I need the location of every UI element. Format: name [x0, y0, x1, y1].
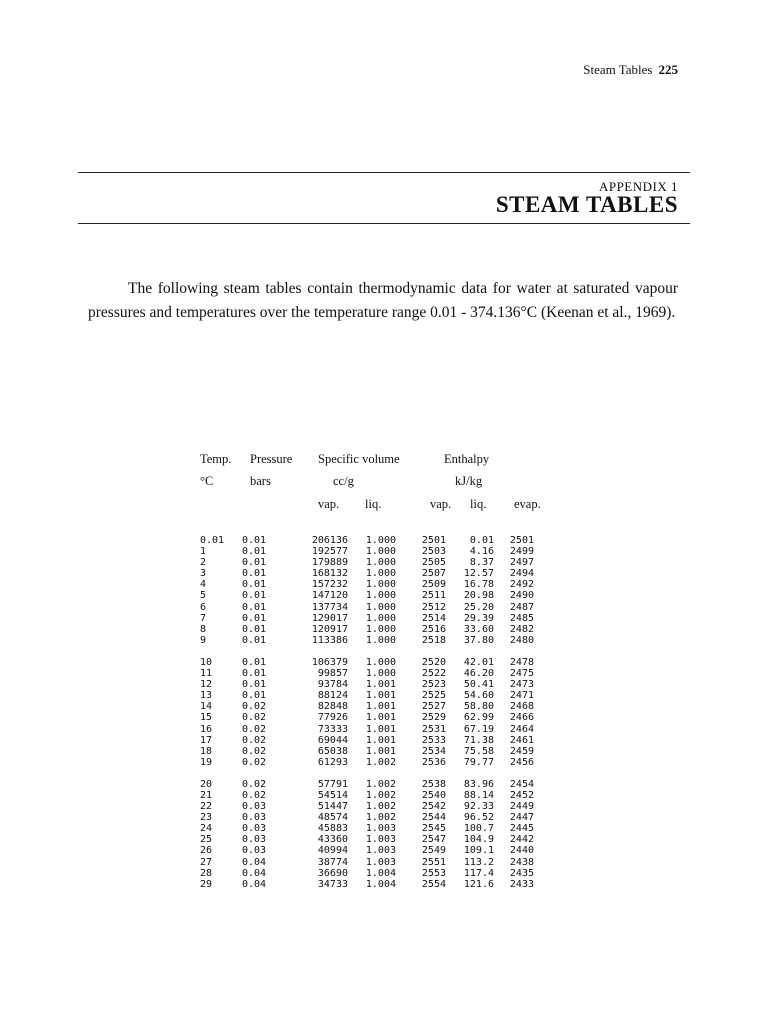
cell-pressure: 0.01 — [242, 601, 267, 613]
cell-h-vap: 2551 — [421, 856, 446, 868]
cell-temp: 26 — [200, 845, 213, 857]
cell-h-liq: 25.20 — [463, 601, 494, 613]
cell-temp: 19 — [200, 756, 213, 768]
cell-pressure: 0.01 — [242, 656, 267, 668]
cell-h-evap: 2487 — [509, 601, 534, 613]
cell-sv-liq: 1.000 — [365, 601, 396, 613]
cell-h-vap: 2507 — [421, 568, 446, 580]
cell-pressure: 0.01 — [242, 690, 267, 702]
cell-temp: 9 — [200, 634, 207, 646]
cell-sv-liq: 1.003 — [365, 856, 396, 868]
header-pressure-unit: bars — [250, 474, 271, 488]
table-row — [200, 602, 534, 613]
cell-temp: 18 — [200, 745, 213, 757]
cell-sv-vap: 54514 — [317, 789, 348, 801]
table-row — [200, 834, 534, 845]
cell-h-evap: 2433 — [509, 878, 534, 890]
bottom-rule — [78, 223, 690, 224]
cell-sv-vap: 69044 — [317, 734, 348, 746]
cell-sv-vap: 129017 — [311, 612, 348, 624]
cell-sv-vap: 93784 — [317, 679, 348, 691]
cell-temp: 1 — [200, 546, 207, 558]
cell-pressure: 0.04 — [242, 878, 267, 890]
header-sv-liq: liq. — [365, 497, 382, 511]
table-group — [200, 657, 534, 768]
cell-sv-liq: 1.000 — [365, 579, 396, 591]
cell-h-evap: 2473 — [509, 679, 534, 691]
cell-h-vap: 2533 — [421, 734, 446, 746]
cell-h-liq: 54.60 — [463, 690, 494, 702]
cell-pressure: 0.02 — [242, 701, 267, 713]
cell-h-vap: 2554 — [421, 878, 446, 890]
cell-sv-liq: 1.000 — [365, 634, 396, 646]
cell-temp: 4 — [200, 579, 207, 591]
page-number: 225 — [658, 62, 678, 77]
cell-h-liq: 109.1 — [463, 845, 494, 857]
cell-h-liq: 96.52 — [463, 812, 494, 824]
table-row — [200, 812, 534, 823]
cell-h-evap: 2478 — [509, 656, 534, 668]
cell-h-vap: 2509 — [421, 579, 446, 591]
cell-h-evap: 2468 — [509, 701, 534, 713]
table-row — [200, 779, 534, 790]
table-row — [200, 557, 534, 568]
cell-h-liq: 12.57 — [463, 568, 494, 580]
table-row — [200, 535, 534, 546]
cell-sv-liq: 1.000 — [365, 568, 396, 580]
cell-sv-vap: 73333 — [317, 723, 348, 735]
cell-sv-vap: 88124 — [317, 690, 348, 702]
cell-pressure: 0.03 — [242, 812, 267, 824]
table-row — [200, 579, 534, 590]
cell-h-vap: 2542 — [421, 801, 446, 813]
cell-pressure: 0.04 — [242, 867, 267, 879]
cell-sv-vap: 179889 — [311, 557, 348, 569]
table-row — [200, 546, 534, 557]
appendix-title: STEAM TABLES — [495, 192, 678, 217]
cell-h-liq: 92.33 — [463, 801, 494, 813]
cell-h-liq: 75.58 — [463, 745, 494, 757]
cell-h-vap: 2501 — [421, 535, 446, 546]
cell-sv-liq: 1.002 — [365, 812, 396, 824]
cell-sv-liq: 1.000 — [365, 668, 396, 680]
cell-sv-liq: 1.003 — [365, 834, 396, 846]
table-row — [200, 679, 534, 690]
cell-sv-liq: 1.000 — [365, 546, 396, 558]
cell-sv-liq: 1.001 — [365, 745, 396, 757]
cell-sv-liq: 1.003 — [365, 845, 396, 857]
cell-sv-vap: 45883 — [317, 823, 348, 835]
cell-temp: 29 — [200, 878, 213, 890]
cell-pressure: 0.02 — [242, 778, 267, 790]
cell-sv-vap: 206136 — [311, 535, 348, 546]
cell-h-evap: 2438 — [509, 856, 534, 868]
table-row — [200, 657, 534, 668]
cell-sv-liq: 1.001 — [365, 723, 396, 735]
top-rule — [78, 172, 690, 173]
cell-sv-liq: 1.001 — [365, 734, 396, 746]
cell-h-evap: 2485 — [509, 612, 534, 624]
cell-h-vap: 2553 — [421, 867, 446, 879]
cell-pressure: 0.01 — [242, 568, 267, 580]
cell-h-vap: 2534 — [421, 745, 446, 757]
header-specific-volume-unit: cc/g — [333, 474, 354, 488]
table-row — [200, 746, 534, 757]
cell-h-liq: 113.2 — [463, 856, 494, 868]
intro-paragraph: The following steam tables contain thermodynamic data for water at saturated vapour pressures and temperatures over the temperature range 0.01 - 374.136°C (Keenan et al., 1969). — [88, 280, 678, 321]
cell-sv-liq: 1.003 — [365, 823, 396, 835]
cell-h-evap: 2501 — [509, 535, 534, 546]
cell-sv-vap: 36690 — [317, 867, 348, 879]
cell-h-evap: 2449 — [509, 801, 534, 813]
cell-temp: 24 — [200, 823, 213, 835]
cell-pressure: 0.01 — [242, 590, 267, 602]
header-sv-vap: vap. — [318, 497, 340, 511]
cell-h-liq: 8.37 — [469, 557, 494, 569]
header-h-liq: liq. — [470, 497, 487, 511]
cell-pressure: 0.01 — [242, 546, 267, 558]
cell-sv-liq: 1.004 — [365, 878, 396, 890]
header-enthalpy-unit: kJ/kg — [455, 474, 483, 488]
cell-temp: 7 — [200, 612, 207, 624]
cell-pressure: 0.03 — [242, 823, 267, 835]
cell-h-evap: 2492 — [509, 579, 534, 591]
cell-h-vap: 2527 — [421, 701, 446, 713]
cell-h-vap: 2520 — [421, 656, 446, 668]
cell-h-vap: 2531 — [421, 723, 446, 735]
cell-h-vap: 2503 — [421, 546, 446, 558]
cell-h-liq: 4.16 — [469, 546, 494, 558]
cell-temp: 10 — [200, 656, 213, 668]
cell-h-vap: 2536 — [421, 756, 446, 768]
cell-h-liq: 117.4 — [463, 867, 494, 879]
cell-pressure: 0.01 — [242, 634, 267, 646]
cell-h-liq: 104.9 — [463, 834, 494, 846]
cell-sv-liq: 1.002 — [365, 756, 396, 768]
cell-sv-vap: 192577 — [311, 546, 348, 558]
cell-h-evap: 2442 — [509, 834, 534, 846]
cell-h-vap: 2511 — [421, 590, 446, 602]
cell-temp: 27 — [200, 856, 213, 868]
cell-h-vap: 2522 — [421, 668, 446, 680]
cell-temp: 25 — [200, 834, 213, 846]
cell-sv-liq: 1.001 — [365, 679, 396, 691]
cell-sv-vap: 106379 — [311, 656, 348, 668]
cell-temp: 11 — [200, 668, 213, 680]
cell-pressure: 0.02 — [242, 712, 267, 724]
cell-h-liq: 37.80 — [463, 634, 494, 646]
cell-pressure: 0.01 — [242, 668, 267, 680]
running-head — [583, 62, 678, 78]
cell-temp: 21 — [200, 789, 213, 801]
cell-sv-vap: 157232 — [311, 579, 348, 591]
cell-temp: 16 — [200, 723, 213, 735]
cell-sv-liq: 1.000 — [365, 557, 396, 569]
cell-pressure: 0.01 — [242, 579, 267, 591]
cell-sv-vap: 51447 — [317, 801, 348, 813]
cell-h-vap: 2514 — [421, 612, 446, 624]
cell-temp: 2 — [200, 557, 207, 569]
cell-h-vap: 2549 — [421, 845, 446, 857]
running-head-title: Steam Tables — [583, 62, 653, 77]
table-row — [200, 857, 534, 868]
cell-h-vap: 2547 — [421, 834, 446, 846]
cell-temp: 15 — [200, 712, 213, 724]
cell-sv-liq: 1.001 — [365, 690, 396, 702]
table-row — [200, 568, 534, 579]
cell-temp: 17 — [200, 734, 213, 746]
cell-sv-liq: 1.000 — [365, 535, 396, 546]
cell-h-vap: 2512 — [421, 601, 446, 613]
cell-sv-liq: 1.002 — [365, 801, 396, 813]
cell-temp: 8 — [200, 623, 207, 635]
cell-h-evap: 2435 — [509, 867, 534, 879]
cell-pressure: 0.02 — [242, 745, 267, 757]
cell-sv-liq: 1.001 — [365, 712, 396, 724]
cell-pressure: 0.01 — [242, 535, 267, 546]
appendix-label: APPENDIX 1 — [598, 179, 678, 194]
cell-h-evap: 2482 — [509, 623, 534, 635]
cell-h-liq: 67.19 — [463, 723, 494, 735]
cell-sv-liq: 1.004 — [365, 867, 396, 879]
table-group — [200, 535, 534, 646]
cell-sv-vap: 77926 — [317, 712, 348, 724]
cell-pressure: 0.03 — [242, 801, 267, 813]
cell-sv-vap: 43360 — [317, 834, 348, 846]
cell-pressure: 0.01 — [242, 557, 267, 569]
cell-temp: 0.01 — [200, 535, 225, 546]
header-temp-unit: °C — [200, 474, 214, 488]
cell-h-evap: 2464 — [509, 723, 534, 735]
table-row — [200, 701, 534, 712]
cell-temp: 22 — [200, 801, 213, 813]
table-row — [200, 735, 534, 746]
cell-sv-vap: 99857 — [317, 668, 348, 680]
cell-h-evap: 2454 — [509, 778, 534, 790]
steam-table — [200, 535, 534, 901]
cell-temp: 12 — [200, 679, 213, 691]
cell-pressure: 0.01 — [242, 612, 267, 624]
cell-h-vap: 2545 — [421, 823, 446, 835]
header-enthalpy: Enthalpy — [444, 452, 490, 466]
cell-h-vap: 2538 — [421, 778, 446, 790]
cell-sv-liq: 1.000 — [365, 623, 396, 635]
cell-h-vap: 2523 — [421, 679, 446, 691]
cell-h-evap: 2461 — [509, 734, 534, 746]
cell-h-vap: 2525 — [421, 690, 446, 702]
cell-h-liq: 50.41 — [463, 679, 494, 691]
cell-pressure: 0.01 — [242, 623, 267, 635]
cell-h-liq: 0.01 — [469, 535, 494, 546]
table-row — [200, 724, 534, 735]
cell-h-evap: 2440 — [509, 845, 534, 857]
cell-temp: 14 — [200, 701, 213, 713]
table-row — [200, 613, 534, 624]
cell-h-vap: 2544 — [421, 812, 446, 824]
cell-h-evap: 2452 — [509, 789, 534, 801]
cell-h-vap: 2540 — [421, 789, 446, 801]
cell-h-evap: 2480 — [509, 634, 534, 646]
cell-h-liq: 62.99 — [463, 712, 494, 724]
cell-temp: 23 — [200, 812, 213, 824]
table-row — [200, 801, 534, 812]
cell-sv-liq: 1.000 — [365, 612, 396, 624]
header-h-vap: vap. — [430, 497, 452, 511]
cell-pressure: 0.01 — [242, 679, 267, 691]
cell-sv-vap: 40994 — [317, 845, 348, 857]
table-row — [200, 790, 534, 801]
cell-sv-vap: 137734 — [311, 601, 348, 613]
cell-temp: 13 — [200, 690, 213, 702]
cell-temp: 6 — [200, 601, 207, 613]
cell-h-liq: 33.60 — [463, 623, 494, 635]
cell-h-evap: 2445 — [509, 823, 534, 835]
cell-sv-vap: 48574 — [317, 812, 348, 824]
cell-h-evap: 2471 — [509, 690, 534, 702]
cell-h-liq: 100.7 — [463, 823, 494, 835]
cell-sv-vap: 168132 — [311, 568, 348, 580]
table-row — [200, 668, 534, 679]
cell-sv-vap: 38774 — [317, 856, 348, 868]
cell-temp: 5 — [200, 590, 207, 602]
cell-sv-vap: 34733 — [317, 878, 348, 890]
header-h-evap: evap. — [514, 497, 541, 511]
cell-pressure: 0.02 — [242, 789, 267, 801]
table-row — [200, 590, 534, 601]
cell-h-vap: 2516 — [421, 623, 446, 635]
cell-h-evap: 2494 — [509, 568, 534, 580]
table-row — [200, 690, 534, 701]
cell-pressure: 0.02 — [242, 734, 267, 746]
cell-h-vap: 2518 — [421, 634, 446, 646]
cell-h-evap: 2459 — [509, 745, 534, 757]
cell-h-liq: 121.6 — [463, 878, 494, 890]
cell-h-evap: 2447 — [509, 812, 534, 824]
cell-h-evap: 2456 — [509, 756, 534, 768]
cell-sv-vap: 113386 — [311, 634, 348, 646]
cell-sv-liq: 1.002 — [365, 778, 396, 790]
cell-h-liq: 58.80 — [463, 701, 494, 713]
cell-h-evap: 2466 — [509, 712, 534, 724]
cell-sv-vap: 61293 — [317, 756, 348, 768]
cell-h-liq: 20.98 — [463, 590, 494, 602]
cell-h-liq: 42.01 — [463, 656, 494, 668]
table-row — [200, 635, 534, 646]
table-row — [200, 823, 534, 834]
cell-h-liq: 79.77 — [463, 756, 494, 768]
table-row — [200, 624, 534, 635]
table-row — [200, 712, 534, 723]
cell-sv-vap: 57791 — [317, 778, 348, 790]
cell-pressure: 0.03 — [242, 834, 267, 846]
cell-h-evap: 2499 — [509, 546, 534, 558]
cell-h-liq: 71.38 — [463, 734, 494, 746]
cell-sv-liq: 1.002 — [365, 789, 396, 801]
table-row — [200, 757, 534, 768]
header-pressure: Pressure — [250, 452, 293, 466]
cell-h-evap: 2475 — [509, 668, 534, 680]
cell-pressure: 0.02 — [242, 723, 267, 735]
cell-pressure: 0.04 — [242, 856, 267, 868]
cell-h-liq: 83.96 — [463, 778, 494, 790]
cell-h-liq: 29.39 — [463, 612, 494, 624]
cell-sv-vap: 65038 — [317, 745, 348, 757]
cell-temp: 20 — [200, 778, 213, 790]
cell-h-liq: 46.20 — [463, 668, 494, 680]
cell-sv-liq: 1.000 — [365, 656, 396, 668]
table-group — [200, 779, 534, 890]
cell-pressure: 0.03 — [242, 845, 267, 857]
cell-sv-vap: 120917 — [311, 623, 348, 635]
cell-sv-liq: 1.000 — [365, 590, 396, 602]
cell-h-evap: 2490 — [509, 590, 534, 602]
header-specific-volume: Specific volume — [318, 452, 400, 466]
header-temp: Temp. — [200, 452, 232, 466]
cell-sv-vap: 82848 — [317, 701, 348, 713]
cell-h-evap: 2497 — [509, 557, 534, 569]
cell-sv-vap: 147120 — [311, 590, 348, 602]
cell-h-liq: 16.78 — [463, 579, 494, 591]
table-row — [200, 879, 534, 890]
cell-pressure: 0.02 — [242, 756, 267, 768]
table-row — [200, 868, 534, 879]
cell-temp: 3 — [200, 568, 207, 580]
cell-h-vap: 2505 — [421, 557, 446, 569]
cell-h-vap: 2529 — [421, 712, 446, 724]
cell-sv-liq: 1.001 — [365, 701, 396, 713]
table-row — [200, 845, 534, 856]
cell-h-liq: 88.14 — [463, 789, 494, 801]
cell-temp: 28 — [200, 867, 213, 879]
